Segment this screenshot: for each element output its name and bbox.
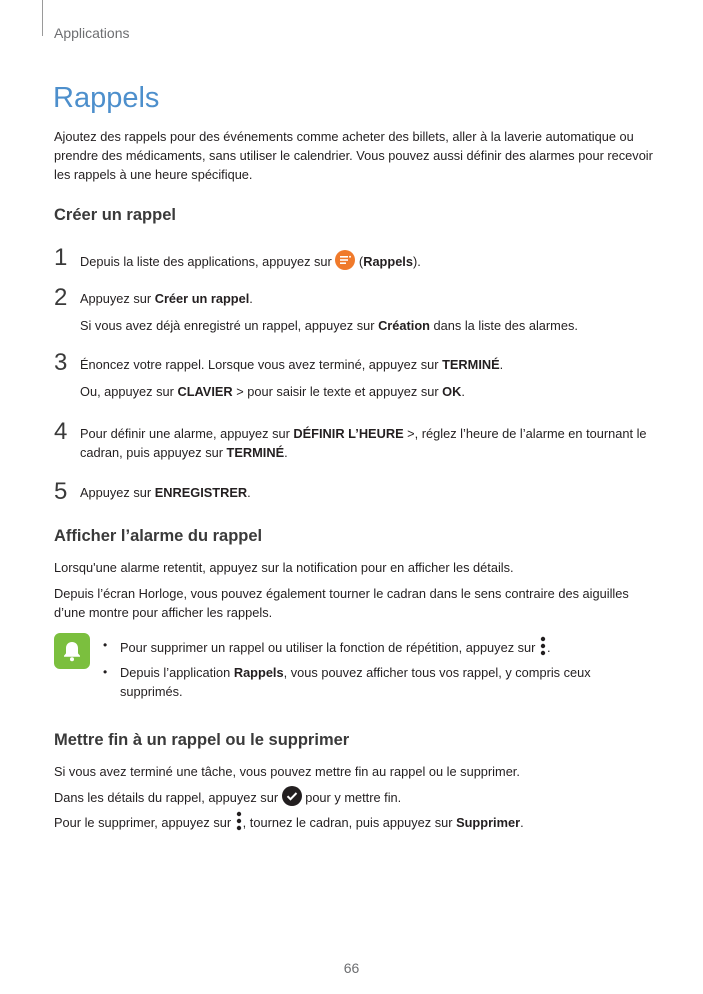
step-3-text: Énoncez votre rappel. Lorsque vous avez terminé, appuyez sur TERMINÉ. [80, 357, 504, 372]
header-rule [42, 0, 43, 36]
end-paragraph-3: Pour le supprimer, appuyez sur , tournez le cadran, puis appuyez sur Supprimer. [54, 811, 654, 836]
end-paragraph-2: Dans les détails du rappel, appuyez sur pour y mettre fin. [54, 786, 654, 811]
page-title: Rappels [53, 82, 160, 114]
page-number: 66 [343, 960, 360, 976]
more-options-icon [539, 636, 547, 661]
step-3-subtext: Ou, appuyez sur CLAVIER > pour saisir le texte et appuyez sur OK. [80, 384, 465, 399]
section-label: Applications [54, 25, 130, 41]
reminder-app-icon [335, 250, 355, 275]
note-bullet-2: Depuis l’application Rappels, vous pouvez afficher tous vos rappel, y compris ceux supprimés. [120, 665, 591, 699]
view-paragraph-1: Lorsqu'une alarme retentit, appuyez sur la notification pour en afficher les détails. [54, 560, 514, 575]
step-1-text: Depuis la liste des applications, appuyez sur (Rappels). [80, 250, 655, 275]
heading-view: Afficher l’alarme du rappel [54, 527, 263, 545]
bullet-marker-2: • [103, 665, 108, 679]
note-box [54, 633, 90, 669]
heading-create: Créer un rappel [54, 206, 176, 224]
step-number-2: 2 [54, 284, 68, 311]
end-paragraph-1: Si vous avez terminé une tâche, vous pouvez mettre fin au rappel ou le supprimer. [54, 764, 520, 779]
intro-paragraph: Ajoutez des rappels pour des événements comme acheter des billets, aller à la laverie automatique ou prendre des médicaments, sans utiliser le calendrier. Vous pouvez aussi définir des alarmes pour recevoir les rappels à une heure spécifique. [54, 129, 653, 182]
heading-end: Mettre fin à un rappel ou le supprimer [54, 731, 350, 749]
more-options-icon [235, 811, 243, 836]
step-4-text: Pour définir une alarme, appuyez sur DÉFINIR L’HEURE >, réglez l’heure de l’alarme en tournant le cadran, puis appuyez sur TERMINÉ. [80, 426, 647, 460]
note-bullet-1: Pour supprimer un rappel ou utiliser la fonction de répétition, appuyez sur . [120, 636, 630, 661]
step-number-5: 5 [54, 478, 68, 505]
step-2-text: Appuyez sur Créer un rappel. [80, 291, 253, 306]
step-number-4: 4 [54, 418, 68, 445]
step-number-1: 1 [54, 244, 68, 271]
step-number-3: 3 [54, 349, 68, 376]
step-2-subtext: Si vous avez déjà enregistré un rappel, appuyez sur Création dans la liste des alarmes. [80, 318, 578, 333]
check-circle-icon [282, 786, 302, 811]
bullet-marker-1: • [103, 638, 108, 652]
bell-icon [56, 635, 88, 667]
view-paragraph-2: Depuis l’écran Horloge, vous pouvez également tourner le cadran dans le sens contraire des aiguilles d’une montre pour afficher les rappels. [54, 586, 629, 620]
step-5-text: Appuyez sur ENREGISTRER. [80, 485, 251, 500]
